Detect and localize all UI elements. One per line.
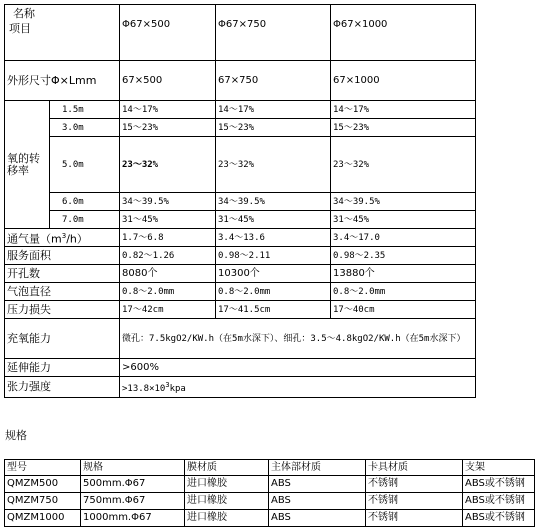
model-header-clamp: 卡具材质 [366,460,463,476]
pressure-label: 压力损失 [5,301,120,319]
model-cell-membrane: 进口橡胶 [185,476,269,493]
holes-row [5,265,476,283]
oxygen-value-3-2: 23～32% [216,137,331,193]
header-model-2: Φ67×750 [216,5,331,61]
spec-heading: 规格 [5,429,27,442]
header-item-label: 项目 [9,22,31,35]
oxygen-value-2-3: 15～23% [331,119,476,137]
bubble-value-3: 0.8～2.0mm [331,283,476,301]
oxygen-value-3-3: 23～32% [331,137,476,193]
bubble-label: 气泡直径 [5,283,120,301]
model-cell-type: QMZM500 [5,476,81,493]
aeration-row [5,229,476,247]
model-header-row [5,460,535,476]
model-cell-type: QMZM1000 [5,510,81,527]
model-cell-clamp: 不锈钢 [366,493,463,510]
service-area-row [5,247,476,265]
pressure-value-3: 17～40cm [331,301,476,319]
model-cell-clamp: 不锈钢 [366,510,463,527]
oxygen-value-5-3: 31～45% [331,211,476,229]
model-cell-stand: ABS或不锈钢 [463,510,535,527]
aeration-label-sup: 3 [61,231,67,240]
service-area-value-1: 0.82～1.26 [120,247,216,265]
tensile-value-sup: 3 [165,381,170,389]
oxygen-value-2-2: 15～23% [216,119,331,137]
aeration-label-suffix: /h） [66,232,88,246]
tensile-value [120,377,476,398]
model-table [4,459,535,527]
table-row [5,493,535,510]
elongation-value: >600% [120,359,476,377]
aeration-label [5,229,120,247]
size-row [5,61,476,101]
oxygen-value-1-2: 14～17% [216,101,331,119]
oxygen-depth-1: 1.5m [50,101,120,119]
aeration-value-2: 3.4～13.6 [216,229,331,247]
oxygen-capacity-row [5,319,476,359]
oxygen-capacity-label: 充氧能力 [5,319,120,359]
oxygen-capacity-value: 微孔：7.5kgO2/KW.h（在5m水深下）、细孔：3.5～4.8kgO2/KW.h（在5m水深下） [120,319,476,359]
service-area-value-2: 0.98～2.11 [216,247,331,265]
model-header-spec: 规格 [81,460,185,476]
tensile-value-suffix: kpa [169,384,186,394]
oxygen-value-4-3: 34～39.5% [331,193,476,211]
oxygen-value-3-1: 23～32% [120,137,216,193]
elongation-label: 延伸能力 [5,359,120,377]
model-header-stand: 支架 [463,460,535,476]
size-value-3: 67×1000 [331,61,476,101]
oxygen-value-5-1: 31～45% [120,211,216,229]
oxygen-row-4 [5,193,476,211]
bubble-value-1: 0.8～2.0mm [120,283,216,301]
oxygen-value-1-3: 14～17% [331,101,476,119]
header-corner-cell [5,5,120,61]
header-name-label: 名称 [13,7,35,20]
oxygen-value-5-2: 31～45% [216,211,331,229]
aeration-value-1: 1.7～6.8 [120,229,216,247]
model-header-type: 型号 [5,460,81,476]
oxygen-label: 氧的转移率 [5,101,50,229]
service-area-label: 服务面积 [5,247,120,265]
aeration-label-prefix: 通气量（m [7,232,62,246]
holes-label: 开孔数 [5,265,120,283]
model-cell-membrane: 进口橡胶 [185,493,269,510]
model-header-body: 主体部材质 [269,460,366,476]
model-cell-stand: ABS或不锈钢 [463,493,535,510]
model-cell-body: ABS [269,510,366,527]
oxygen-row-3 [5,137,476,193]
model-cell-spec: 500mm.Φ67 [81,476,185,493]
model-cell-clamp: 不锈钢 [366,476,463,493]
model-cell-spec: 750mm.Φ67 [81,493,185,510]
size-value-1: 67×500 [120,61,216,101]
oxygen-row-5 [5,211,476,229]
model-cell-membrane: 进口橡胶 [185,510,269,527]
holes-value-3: 13880个 [331,265,476,283]
holes-value-2: 10300个 [216,265,331,283]
size-value-2: 67×750 [216,61,331,101]
oxygen-row-1 [5,101,476,119]
model-cell-body: ABS [269,476,366,493]
elongation-row [5,359,476,377]
pressure-value-2: 17～41.5cm [216,301,331,319]
table-row [5,510,535,527]
tensile-label: 张力强度 [5,377,120,398]
oxygen-depth-5: 7.0m [50,211,120,229]
header-row [5,5,476,61]
service-area-value-3: 0.98～2.35 [331,247,476,265]
oxygen-value-1-1: 14～17% [120,101,216,119]
model-cell-stand: ABS或不锈钢 [463,476,535,493]
bubble-value-2: 0.8～2.0mm [216,283,331,301]
oxygen-value-4-2: 34～39.5% [216,193,331,211]
oxygen-depth-3: 5.0m [50,137,120,193]
aeration-value-3: 3.4～17.0 [331,229,476,247]
pressure-value-1: 17～42cm [120,301,216,319]
pressure-row [5,301,476,319]
model-cell-spec: 1000mm.Φ67 [81,510,185,527]
oxygen-row-2 [5,119,476,137]
model-header-membrane: 膜材质 [185,460,269,476]
holes-value-1: 8080个 [120,265,216,283]
spec-table [4,4,476,398]
tensile-value-prefix: >13.8×10 [122,384,166,394]
model-cell-type: QMZM750 [5,493,81,510]
bubble-row [5,283,476,301]
oxygen-depth-4: 6.0m [50,193,120,211]
header-model-1: Φ67×500 [120,5,216,61]
oxygen-value-4-1: 34～39.5% [120,193,216,211]
oxygen-depth-2: 3.0m [50,119,120,137]
oxygen-value-2-1: 15～23% [120,119,216,137]
header-model-3: Φ67×1000 [331,5,476,61]
tensile-row [5,377,476,398]
size-label: 外形尺寸Φ×Lmm [5,61,120,101]
model-cell-body: ABS [269,493,366,510]
table-row [5,476,535,493]
